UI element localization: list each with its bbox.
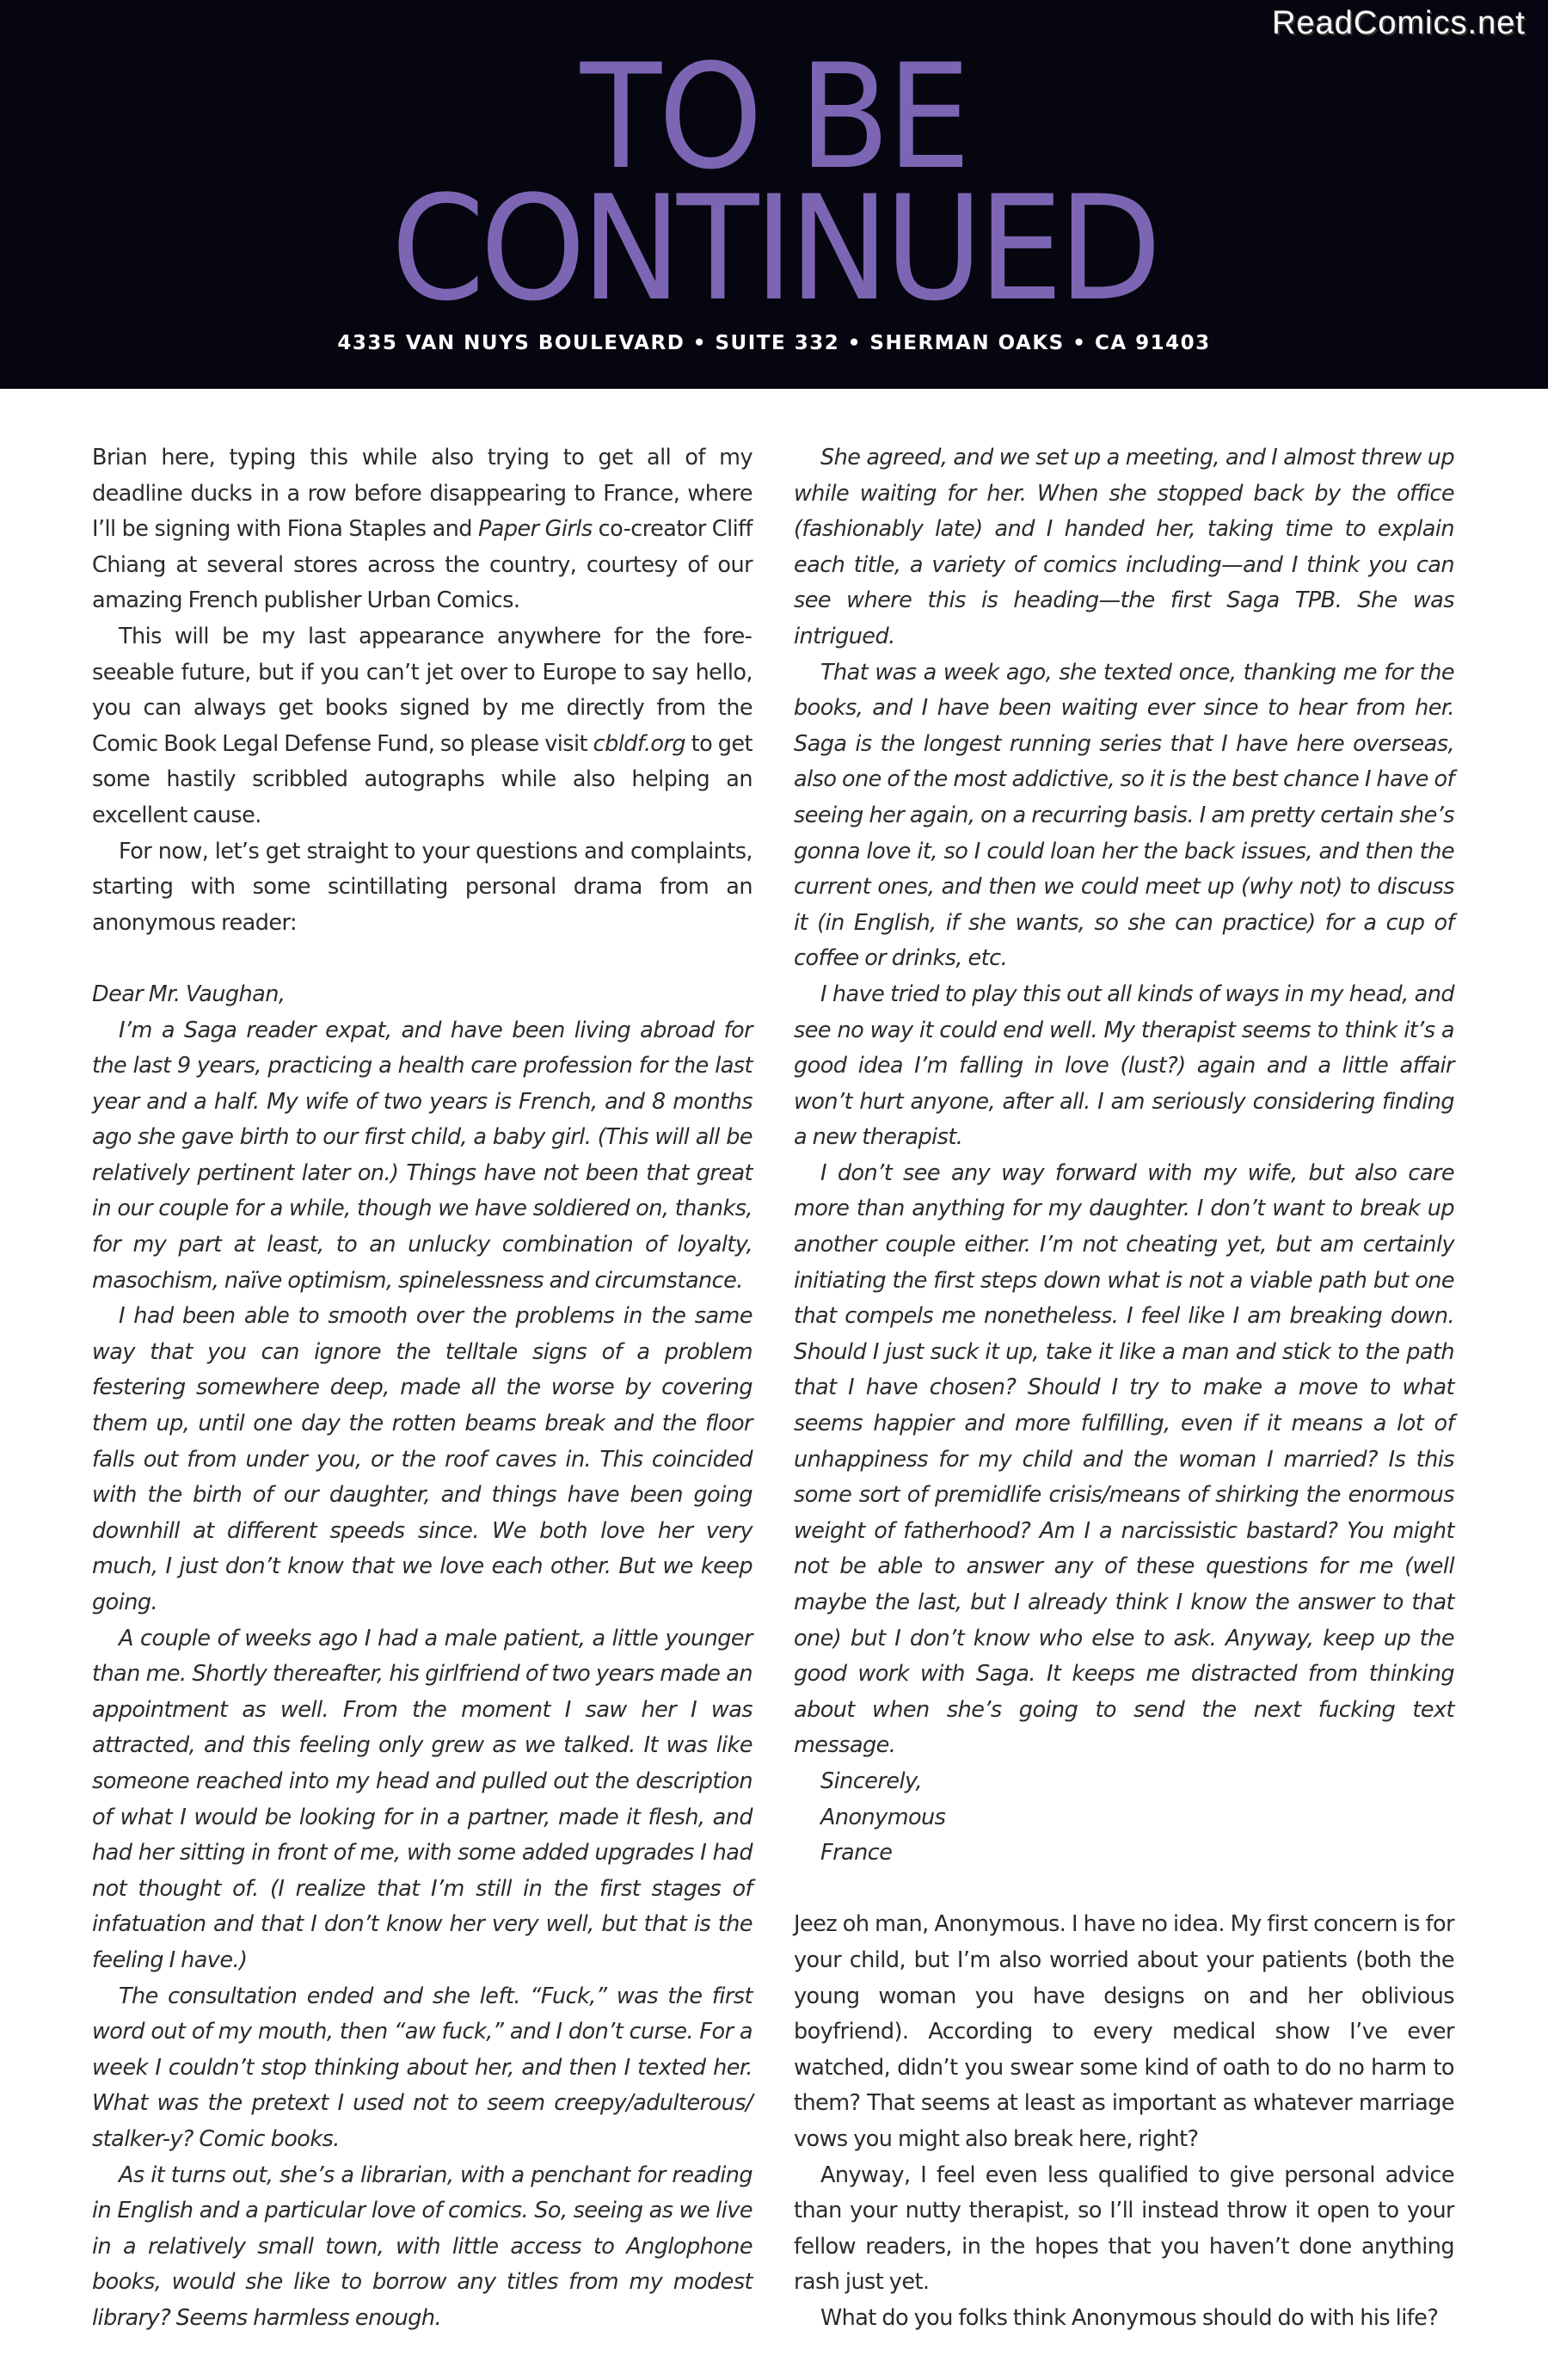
- response-paragraph: Jeez oh man, Anonymous. I have no idea. My first concern is for your child, but I’m also worried about your patients (both the young woman you have designs on and her oblivious boyfriend). According to every medical show I’ve ever watched, didn’t you swear some kind of oath to do no harm to them? That seems at least as important as whatever marriage vows you might also break here, right?: [794, 1911, 1454, 2152]
- intro-paragraph-3: For now, let’s get straight to your questions and complaints, starting with some scintillating personal drama from an anonymous reader:: [92, 838, 752, 936]
- page-header: [0, 0, 1548, 389]
- letter-paragraph: I had been able to smooth over the problems in the same way that you can ignore the telltale signs of a problem festering somewhere deep, made all the worse by covering them up, until one day the rotten beams break and the floor falls out from under you, or the roof caves in. This coincided with the birth of our daughter, and things have been going downhill at different speeds since. We both love her very much, I just don’t know that we love each other. But we keep going.: [92, 1303, 752, 1615]
- intro-paragraph-1: [92, 440, 752, 619]
- response-paragraph: Anyway, I feel even less qualified to give personal advice than your nutty therapist, so I’ll instead throw it open to your fellow readers, in the hopes that you haven’t done anything rash just yet.: [794, 2162, 1454, 2296]
- letter-signoff: Sincerely,: [820, 1768, 923, 1794]
- letter-location: France: [820, 1840, 893, 1866]
- watermark-logo: ReadComics.net: [1272, 5, 1526, 41]
- mailing-address: 4335 VAN NUYS BOULEVARD • SUITE 332 • SHERMAN OAKS • CA 91403: [337, 332, 1211, 354]
- response-paragraph: What do you folks think Anonymous should do with his life?: [820, 2304, 1439, 2331]
- spacer: [92, 941, 752, 977]
- page-title-line-1: TO BE: [580, 33, 968, 201]
- book-title: Paper Girls: [477, 516, 593, 543]
- letter-salutation: Dear Mr. Vaughan,: [92, 981, 286, 1007]
- letter-paragraph: That was a week ago, she texted once, thanking me for the books, and I have been waiting ever since to hear from her. Saga is the longest running series that I have here overseas, also one of the most addictive, so it is the best chance I have of seeing her again, on a recurring basis. I am pretty certain she’s gonna love it, so I could loan her the back issues, and then the current ones, and then we could meet up (why not) to discuss it (in English, if she wants, so she can practice) for a cup of coffee or drinks, etc.: [794, 659, 1454, 972]
- left-column: [92, 440, 752, 2336]
- page-title-line-2: CONTINUED: [390, 164, 1158, 333]
- website-link: cbldf.org: [593, 730, 686, 757]
- letter-paragraph: She agreed, and we set up a meeting, and I almost threw up while waiting for her. When she stopped back by the office (fashionably late) and I handed her, taking time to explain each title, a variety of comics including—and I think you can see where this is heading—the first Saga TPB. She was intrigued.: [794, 445, 1454, 649]
- letter-paragraph: A couple of weeks ago I had a male patient, a little younger than me. Shortly thereafter, his girlfriend of two years made an appointment as well. From the moment I saw her I was attracted, and this feeling only grew as we talked. It was like someone reached into my head and pulled out the description of what I would be looking for in a partner, made it flesh, and had her sitting in front of me, with some added upgrades I had not thought of. (I realize that I’m still in the first stages of infatuation and that I don’t know her very well, but that is the feeling I have.): [92, 1625, 752, 1973]
- right-column: [794, 440, 1454, 2336]
- letter-paragraph: As it turns out, she’s a librarian, with a penchant for reading in English and a particular love of comics. So, seeing as we live in a relatively small town, with little access to Anglophone books, would she like to borrow any titles from my modest library? Seems harmless enough.: [92, 2162, 752, 2331]
- text-run: Brian here, typing this while also trying to get all of my deadline ducks in a row before disappearing to France, where I’ll be signing with Fiona Staples and: [92, 445, 752, 543]
- letter-paragraph: I’m a Saga reader expat, and have been living abroad for the last 9 years, practicing a health care profession for the last year and a half. My wife of two years is French, and 8 months ago she gave birth to our first child, a baby girl. (This will all be relatively pertinent later on.) Things have not been that great in our couple for a while, though we have soldiered on, thanks, for my part at least, to an unlucky combination of loyalty, masochism, naïve optimism, spinelessness and circumstance.: [92, 1017, 752, 1294]
- intro-paragraph-2: [92, 619, 752, 834]
- letter-signature: Anonymous: [820, 1804, 946, 1830]
- text-run: This will be my last appearance anywhere for the foreseeable future, but if you can’t jet over to Europe to say hello, you can always get books signed by me directly from the Comic Book Legal Defense Fund, so please visit: [92, 623, 752, 757]
- spacer: [794, 1872, 1454, 1908]
- letter-paragraph: I have tried to play this out all kinds of ways in my head, and see no way it could end well. My therapist seems to think it’s a good idea I’m falling in love (lust?) again and a little affair won’t hurt anyone, after all. I am seriously considering finding a new therapist.: [794, 981, 1454, 1151]
- text-run: co-creator Cliff Chiang at several stores across the country, courtesy of our amazing French publisher Urban Comics.: [92, 516, 752, 614]
- letter-paragraph: The consultation ended and she left. “Fuck,” was the first word out of my mouth, then “aw fuck,” and I don’t curse. For a week I couldn’t stop thinking about her, and then I texted her. What was the pretext I used not to seem creepy/adulterous/ stalker-y? Comic books.: [92, 1983, 752, 2152]
- text-run: to get some hastily scribbled autographs while also helping an excellent cause.: [92, 730, 752, 828]
- letter-paragraph: I don’t see any way forward with my wife, but also care more than anything for my daughter. I don’t want to break up another couple either. I’m not cheating yet, but am certainly initiating the first steps down what is not a viable path but one that compels me nonetheless. I feel like I am breaking down. Should I just suck it up, take it like a man and stick to the path that I have chosen? Should I try to make a move to what seems happier and more fulfilling, even if it means a lot of unhappiness for my child and the woman I married? Is this some sort of premidlife crisis/means of shirking the enormous weight of fatherhood? Am I a narcissistic bastard? You might not be able to answer any of these questions for me (well maybe the last, but I already think I know the answer to that one) but I don’t know who else to ask. Anyway, keep up the good work with Saga. It keeps me distracted from thinking about when she’s going to send the next fucking text message.: [794, 1159, 1454, 1759]
